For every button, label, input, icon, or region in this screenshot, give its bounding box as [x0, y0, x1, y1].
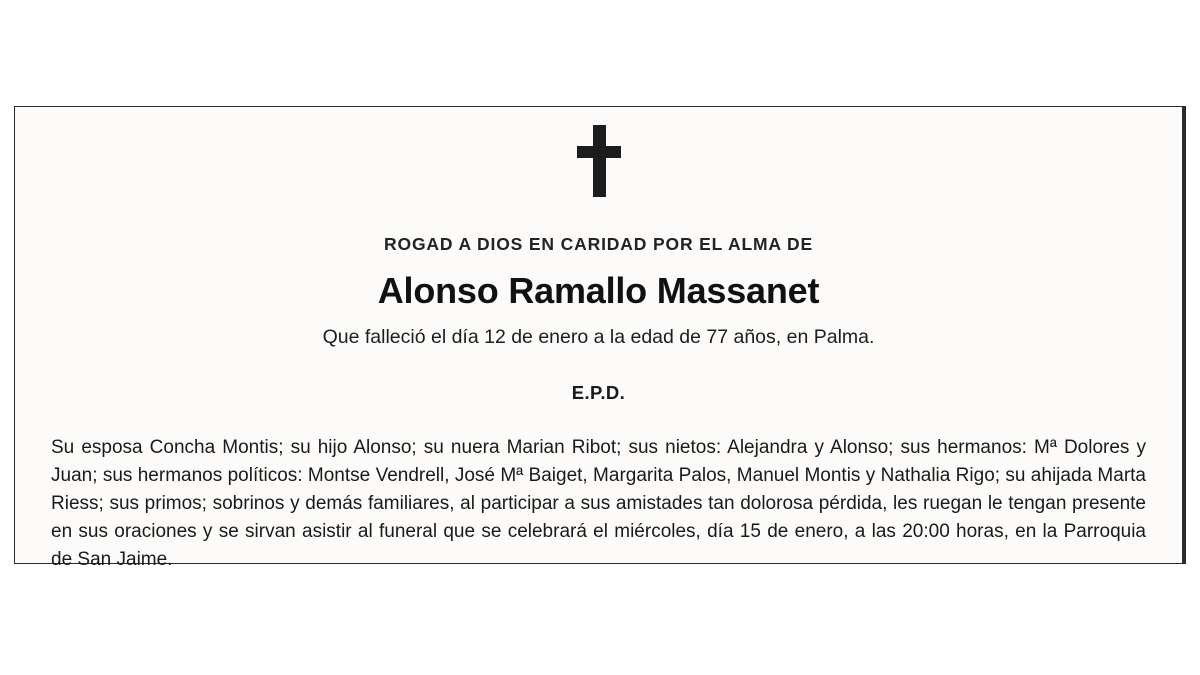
obituary-card — [14, 106, 1186, 570]
death-details: Que falleció el día 12 de enero a la edad de 77 años, en Palma. — [322, 326, 875, 348]
latin-cross-icon — [577, 125, 621, 197]
epd-abbreviation: E.P.D. — [571, 382, 626, 403]
deceased-name: Alonso Ramallo Massanet — [377, 270, 820, 311]
cross-icon-container — [15, 107, 1182, 202]
family-message: Su esposa Concha Montis; su hijo Alonso; su nuera Marian Ribot; sus nietos: Alejandra y Alonso; sus hermanos: Mª Dolores y Juan; sus hermanos políticos: Montse Vendrell, José Mª Baiget, Margarita Palos, Manuel Montis y Nathalia Rigo; su ahijada Marta Riess; sus primos; sobrinos y demás familiares, al participar a sus amistades tan dolorosa pérdida, les ruegan le tengan presente en sus oraciones y se sirvan asistir al funeral que se celebrará el miércoles, día 15 de enero, a las 20:00 horas, en la Parroquia de San Jaime. — [51, 437, 1146, 570]
prayer-line: ROGAD A DIOS EN CARIDAD POR EL ALMA DE — [384, 234, 813, 254]
